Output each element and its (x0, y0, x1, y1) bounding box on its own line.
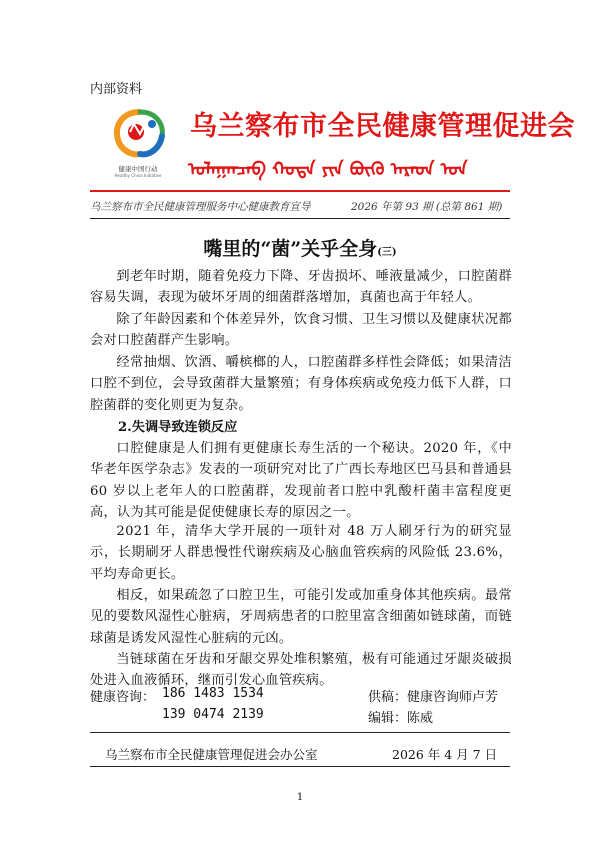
subheading: 2.失调导致连锁反应 (118, 420, 238, 435)
contributor: 供稿：健康咨询师卢芳 (368, 690, 499, 705)
paragraph: 除了年龄因素和个体差异外，饮食习惯、卫生习惯以及健康状况都会对口腔菌群产生影响。 (90, 312, 512, 349)
internal-label: 内部资料 (90, 82, 143, 97)
logo-caption: 健康中国行动 (118, 165, 158, 173)
header-red-rule (90, 190, 510, 192)
issue-number: 2026 年第 93 期 (总第 861 期) (351, 201, 503, 213)
article-title-main: 嘴里的“菌”关乎全身 (203, 238, 378, 260)
paragraph: 到老年时期，随着免疫力下降、牙齿损坏、唾液量减少，口腔菌群容易失调，表现为破坏牙周的细菌群落增加，真菌也高于年轻人。 (90, 269, 512, 306)
paragraph: 相反，如果疏忽了口腔卫生，可能引发或加重身体其他疾病。最常见的要数风湿性心脏病，牙周病患者的口腔里富含细菌如链球菌，而链球菌是诱发风湿性心脏病的元凶。 (90, 588, 512, 646)
footer-top-rule (90, 732, 510, 733)
page-number: 1 (296, 792, 304, 803)
contact-phone-2: 139 0474 2139 (162, 707, 264, 722)
issue-source: 乌兰察布市全民健康管理服务中心健康教育宣导 (90, 201, 311, 213)
paragraph: 当链球菌在牙齿和牙龈交界处堆积繁殖，极有可能通过牙龈炎破损处进入血液循环，继而引发心血管疾病。 (90, 652, 512, 689)
article-title-part: (三) (377, 247, 397, 258)
header-black-rule (90, 218, 510, 219)
article-title (0, 234, 600, 261)
masthead-title: 乌兰察布市全民健康管理促进会 (190, 111, 575, 142)
contact-label: 健康咨询： (90, 690, 156, 705)
paragraph: 口腔健康是人们拥有更健康长寿生活的一个秘诀。2020 年，《中华老年医学杂志》发表的一项研究对比了广西长寿地区巴马县和普通县 60 岁以上老年人的口腔菌群，发现前者口腔中乳酸杆菌丰富程度更高，认为其可能是促使健康长寿的原因之一。 (90, 441, 512, 520)
editor: 编辑：陈威 (368, 711, 434, 726)
footer-bottom-rule (90, 766, 510, 767)
footer-date: 2026 年 4 月 7 日 (392, 747, 498, 762)
logo-caption-en: Healthy China Initiative (114, 173, 162, 178)
footer-org: 乌兰察布市全民健康管理促进会办公室 (105, 747, 318, 762)
contact-phone-1: 186 1483 1534 (162, 686, 264, 701)
paragraph: 经常抽烟、饮酒、嚼槟榔的人，口腔菌群多样性会降低；如果清洁口腔不到位，会导致菌群大量繁殖；有身体疾病或免疫力低下人群，口腔菌群的变化则更为复杂。 (90, 355, 512, 413)
paragraph: 2021 年，清华大学开展的一项针对 48 万人刷牙行为的研究显示，长期刷牙人群患慢性代谢疾病及心脑血管疾病的风险低 23.6%，平均寿命更长。 (90, 524, 512, 582)
mongolian-title: ᠤᠯᠠᠭᠠᠨᠴᠠᠪ ᠬᠣᠲᠠ ᠶᠢᠨ ᠪᠦᠬᠦ ᠠᠷᠠᠳ ᠤᠨ (188, 159, 468, 180)
